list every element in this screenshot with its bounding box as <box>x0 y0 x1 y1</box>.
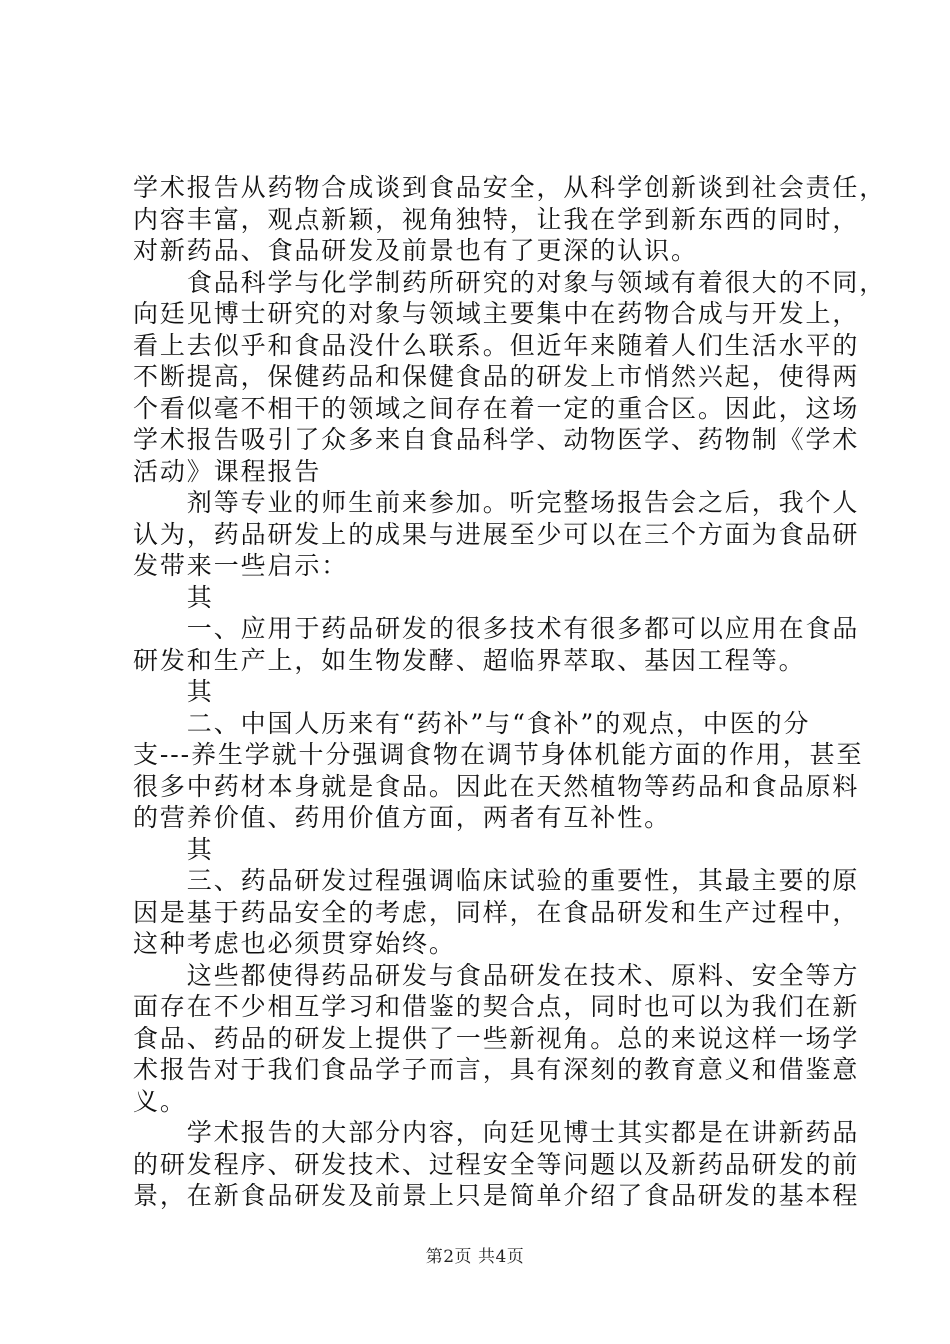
text-line: 义。 <box>133 1086 187 1116</box>
text-line: 发带来一些启示： <box>133 551 349 580</box>
text-line: 很多中药材本身就是食品。因此在天然植物等药品和食品原料 <box>133 771 860 801</box>
text-line: 二、中国人历来有“药补”与“食补”的观点，中医的分 <box>133 708 811 738</box>
page-footer: 第2页 共4页 <box>425 1247 525 1267</box>
text-line: 食品、药品的研发上提供了一些新视角。总的来说这样一场学 <box>133 1023 860 1053</box>
document-body <box>133 172 887 1212</box>
text-line: 学术报告吸引了众多来自食品科学、动物医学、药物制《学术 <box>133 425 860 454</box>
text-line: 其 <box>133 582 214 612</box>
text-line: 活动》课程报告 <box>133 456 322 486</box>
text-line: 支---养生学就十分强调食物在调节身体机能方面的作用，甚至 <box>133 740 864 769</box>
text-line: 一、应用于药品研发的很多技术有很多都可以应用在食品 <box>133 614 860 643</box>
text-line: 的营养价值、药用价值方面，两者有互补性。 <box>133 803 672 832</box>
text-line: 对新药品、食品研发及前景也有了更深的认识。 <box>133 236 698 265</box>
text-line: 景，在新食品研发及前景上只是简单介绍了食品研发的基本程 <box>133 1181 860 1210</box>
text-line: 其 <box>133 677 214 706</box>
text-line: 这些都使得药品研发与食品研发在技术、原料、安全等方 <box>133 960 860 990</box>
text-line: 食品科学与化学制药所研究的对象与领域有着很大的不同， <box>133 267 887 297</box>
text-line: 学术报告的大部分内容，向廷见博士其实都是在讲新药品 <box>133 1118 860 1147</box>
text-line: 向廷见博士研究的对象与领域主要集中在药物合成与开发上， <box>133 299 860 328</box>
text-line: 这种考虑也必须贯穿始终。 <box>133 929 456 958</box>
text-line: 剂等专业的师生前来参加。听完整场报告会之后，我个人 <box>133 488 860 517</box>
text-line: 其 <box>133 834 214 864</box>
text-line: 术报告对于我们食品学子而言，具有深刻的教育意义和借鉴意 <box>133 1055 860 1084</box>
text-line: 认为，药品研发上的成果与进展至少可以在三个方面为食品研 <box>133 519 860 549</box>
text-line: 不断提高，保健药品和保健食品的研发上市悄然兴起，使得两 <box>133 362 860 391</box>
text-line: 的研发程序、研发技术、过程安全等问题以及新药品研发的前 <box>133 1149 860 1179</box>
text-line: 内容丰富，观点新颖，视角独特，让我在学到新东西的同时， <box>133 204 860 234</box>
text-line: 因是基于药品安全的考虑，同样，在食品研发和生产过程中， <box>133 897 860 927</box>
text-line: 面存在不少相互学习和借鉴的契合点，同时也可以为我们在新 <box>133 992 860 1021</box>
text-line: 研发和生产上，如生物发酵、超临界萃取、基因工程等。 <box>133 645 806 675</box>
text-line: 学术报告从药物合成谈到食品安全，从科学创新谈到社会责任， <box>133 173 887 202</box>
text-line: 个看似毫不相干的领域之间存在着一定的重合区。因此，这场 <box>133 393 860 423</box>
text-line: 三、药品研发过程强调临床试验的重要性，其最主要的原 <box>133 866 860 895</box>
text-line: 看上去似乎和食品没什么联系。但近年来随着人们生活水平的 <box>133 330 860 360</box>
